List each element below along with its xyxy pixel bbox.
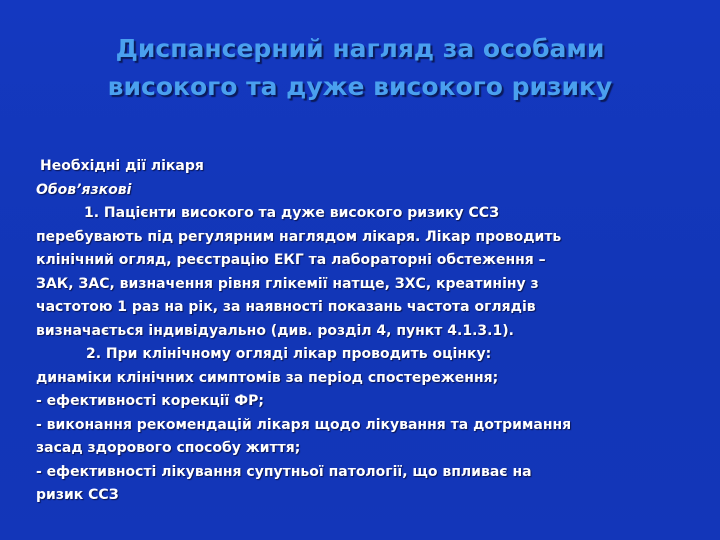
item2-line: - ефективності корекції ФР; bbox=[36, 393, 264, 409]
item2-line: динаміки клінічних симптомів за період спостереження; bbox=[36, 369, 499, 386]
item2-line: - ефективності лікування супутньої патології, що впливає на bbox=[36, 463, 532, 480]
item1-line: клінічний огляд, реєстрацію ЕКГ та лабораторні обстеження – bbox=[36, 252, 546, 268]
item2-line: - виконання рекомендацій лікаря щодо лікування та дотримання bbox=[36, 416, 572, 433]
item2-line: 2. При клінічному огляді лікар проводить оцінку: bbox=[86, 346, 492, 362]
slide-title bbox=[40, 30, 680, 106]
item2-line: ризик ССЗ bbox=[36, 487, 119, 503]
item2-line: засад здорового способу життя; bbox=[36, 440, 301, 456]
item1-line: ЗАК, ЗАС, визначення рівня глікемії натще, ЗХС, креатиніну з bbox=[36, 275, 539, 292]
slide-body bbox=[36, 155, 686, 508]
item1-line: частотою 1 раз на рік, за наявності показань частота оглядів bbox=[36, 299, 536, 315]
title-line-1: Диспансерний нагляд за особами bbox=[115, 34, 605, 63]
item1-line: 1. Пацієнти високого та дуже високого ризику ССЗ bbox=[84, 205, 500, 221]
section-heading: Необхідні дії лікаря bbox=[40, 158, 204, 174]
item1-line: перебувають під регулярним наглядом лікаря. Лікар проводить bbox=[36, 228, 562, 245]
section-subheading: Обов’язкові bbox=[36, 181, 132, 198]
title-line-2: високого та дуже високого ризику bbox=[107, 72, 613, 101]
item1-line: визначається індивідуально (див. розділ 4, пункт 4.1.3.1). bbox=[36, 322, 514, 339]
